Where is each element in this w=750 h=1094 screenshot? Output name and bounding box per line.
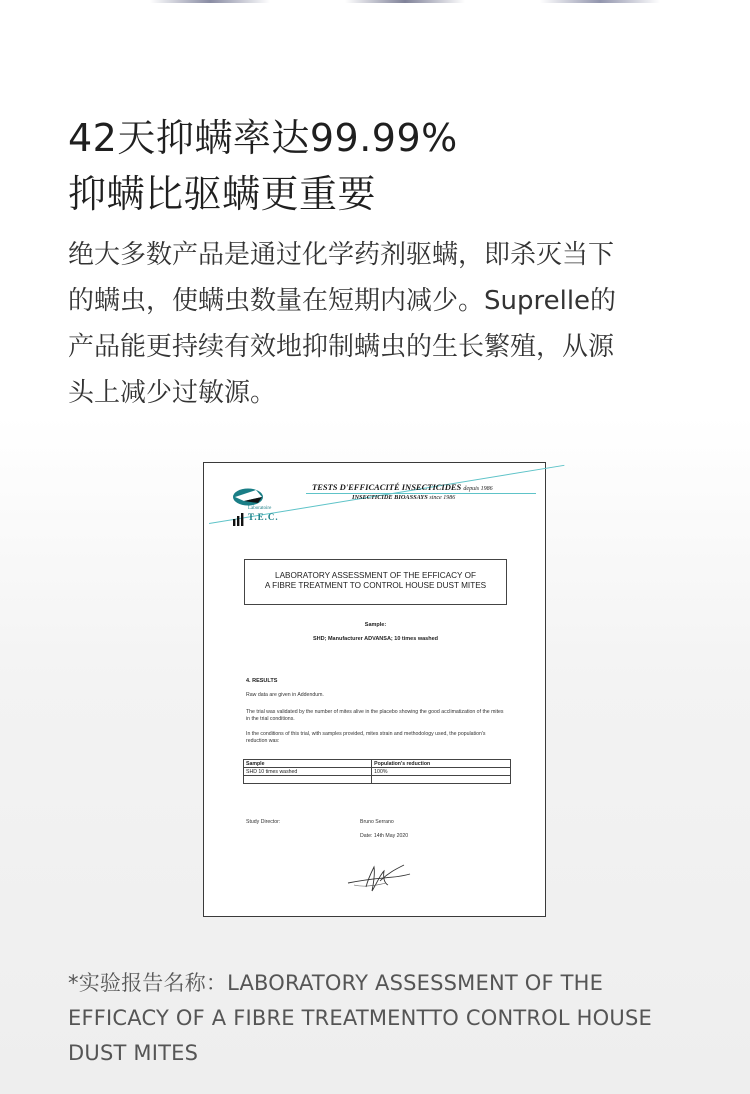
description-line-2: 的螨虫，使螨虫数量在短期内减少。Suprelle的 (68, 286, 617, 316)
document-header-subtitle (352, 494, 455, 501)
table-cell: 100% (372, 768, 511, 776)
lab-small-label: Laboratoire (248, 506, 272, 511)
report-title-line-2: A FIBRE TREATMENT TO CONTROL HOUSE DUST MITES (264, 581, 487, 590)
caption-line-3: DUST MITES (68, 1041, 199, 1065)
header-title-text: TESTS D'EFFICACITÉ INSECTICIDES (312, 482, 462, 492)
description-line-4: 头上减少过敏源。 (68, 378, 277, 408)
description-line-3: 产品能更持续有效地抑制螨虫的生长繁殖，从源 (68, 332, 615, 362)
table-cell (372, 776, 511, 784)
headline (68, 110, 708, 222)
document-header-title (312, 482, 532, 492)
lab-logo-icon (232, 487, 266, 507)
report-caption (68, 966, 708, 1071)
lab-name: T.E.C. (248, 512, 279, 522)
table-cell: SHD 10 times washed (244, 768, 372, 776)
handwritten-signature (344, 861, 414, 895)
table-cell (244, 776, 372, 784)
table-header-sample: Sample (244, 760, 372, 768)
study-director-name: Bruno Serrano (360, 819, 394, 825)
table-header-reduction: Population's reduction (372, 760, 511, 768)
table-row (244, 776, 511, 784)
results-paragraph-1: Raw data are given in Addendum. (246, 692, 324, 698)
top-banner-edge (0, 0, 750, 3)
sample-value: SHD; Manufacturer ADVANSA; 10 times washed (313, 636, 438, 642)
caption-line-2: EFFICACY OF A FIBRE TREATMENTTO CONTROL HOUSE (68, 1006, 652, 1030)
results-table-header-row (244, 760, 511, 768)
caption-line-1: *实验报告名称：LABORATORY ASSESSMENT OF THE (68, 971, 604, 995)
results-paragraph-2: The trial was validated by the number of mites alive in the placebo showing the good acclimatization of the mites in the trial conditions. (246, 709, 504, 722)
lab-bars-icon (232, 512, 246, 526)
header-subtitle-text: INSECTICIDE BIOASSAYS (352, 494, 428, 501)
results-heading: 4. RESULTS (246, 678, 278, 684)
results-paragraph-3: In the conditions of this trial, with samples provided, mites strain and methodology used, the population's reduction was: (246, 731, 486, 744)
lab-report-document (203, 462, 546, 917)
report-title-box (244, 559, 507, 605)
study-date: Date: 14th May 2020 (360, 833, 409, 839)
study-director-label: Study Director: (246, 819, 281, 825)
description-paragraph (68, 232, 688, 416)
results-table (243, 759, 511, 784)
headline-line-2: 抑螨比驱螨更重要 (68, 172, 377, 216)
sample-label: Sample: (364, 622, 387, 628)
headline-line-1: 42天抑螨率达99.99% (68, 116, 458, 160)
report-title-line-1: LABORATORY ASSESSMENT OF THE EFFICACY OF (275, 571, 476, 580)
table-row (244, 768, 511, 776)
header-subtitle-since: since 1986 (429, 495, 456, 501)
header-title-since: depuis 1986 (463, 486, 493, 492)
description-line-1: 绝大多数产品是通过化学药剂驱螨，即杀灭当下 (68, 240, 615, 270)
